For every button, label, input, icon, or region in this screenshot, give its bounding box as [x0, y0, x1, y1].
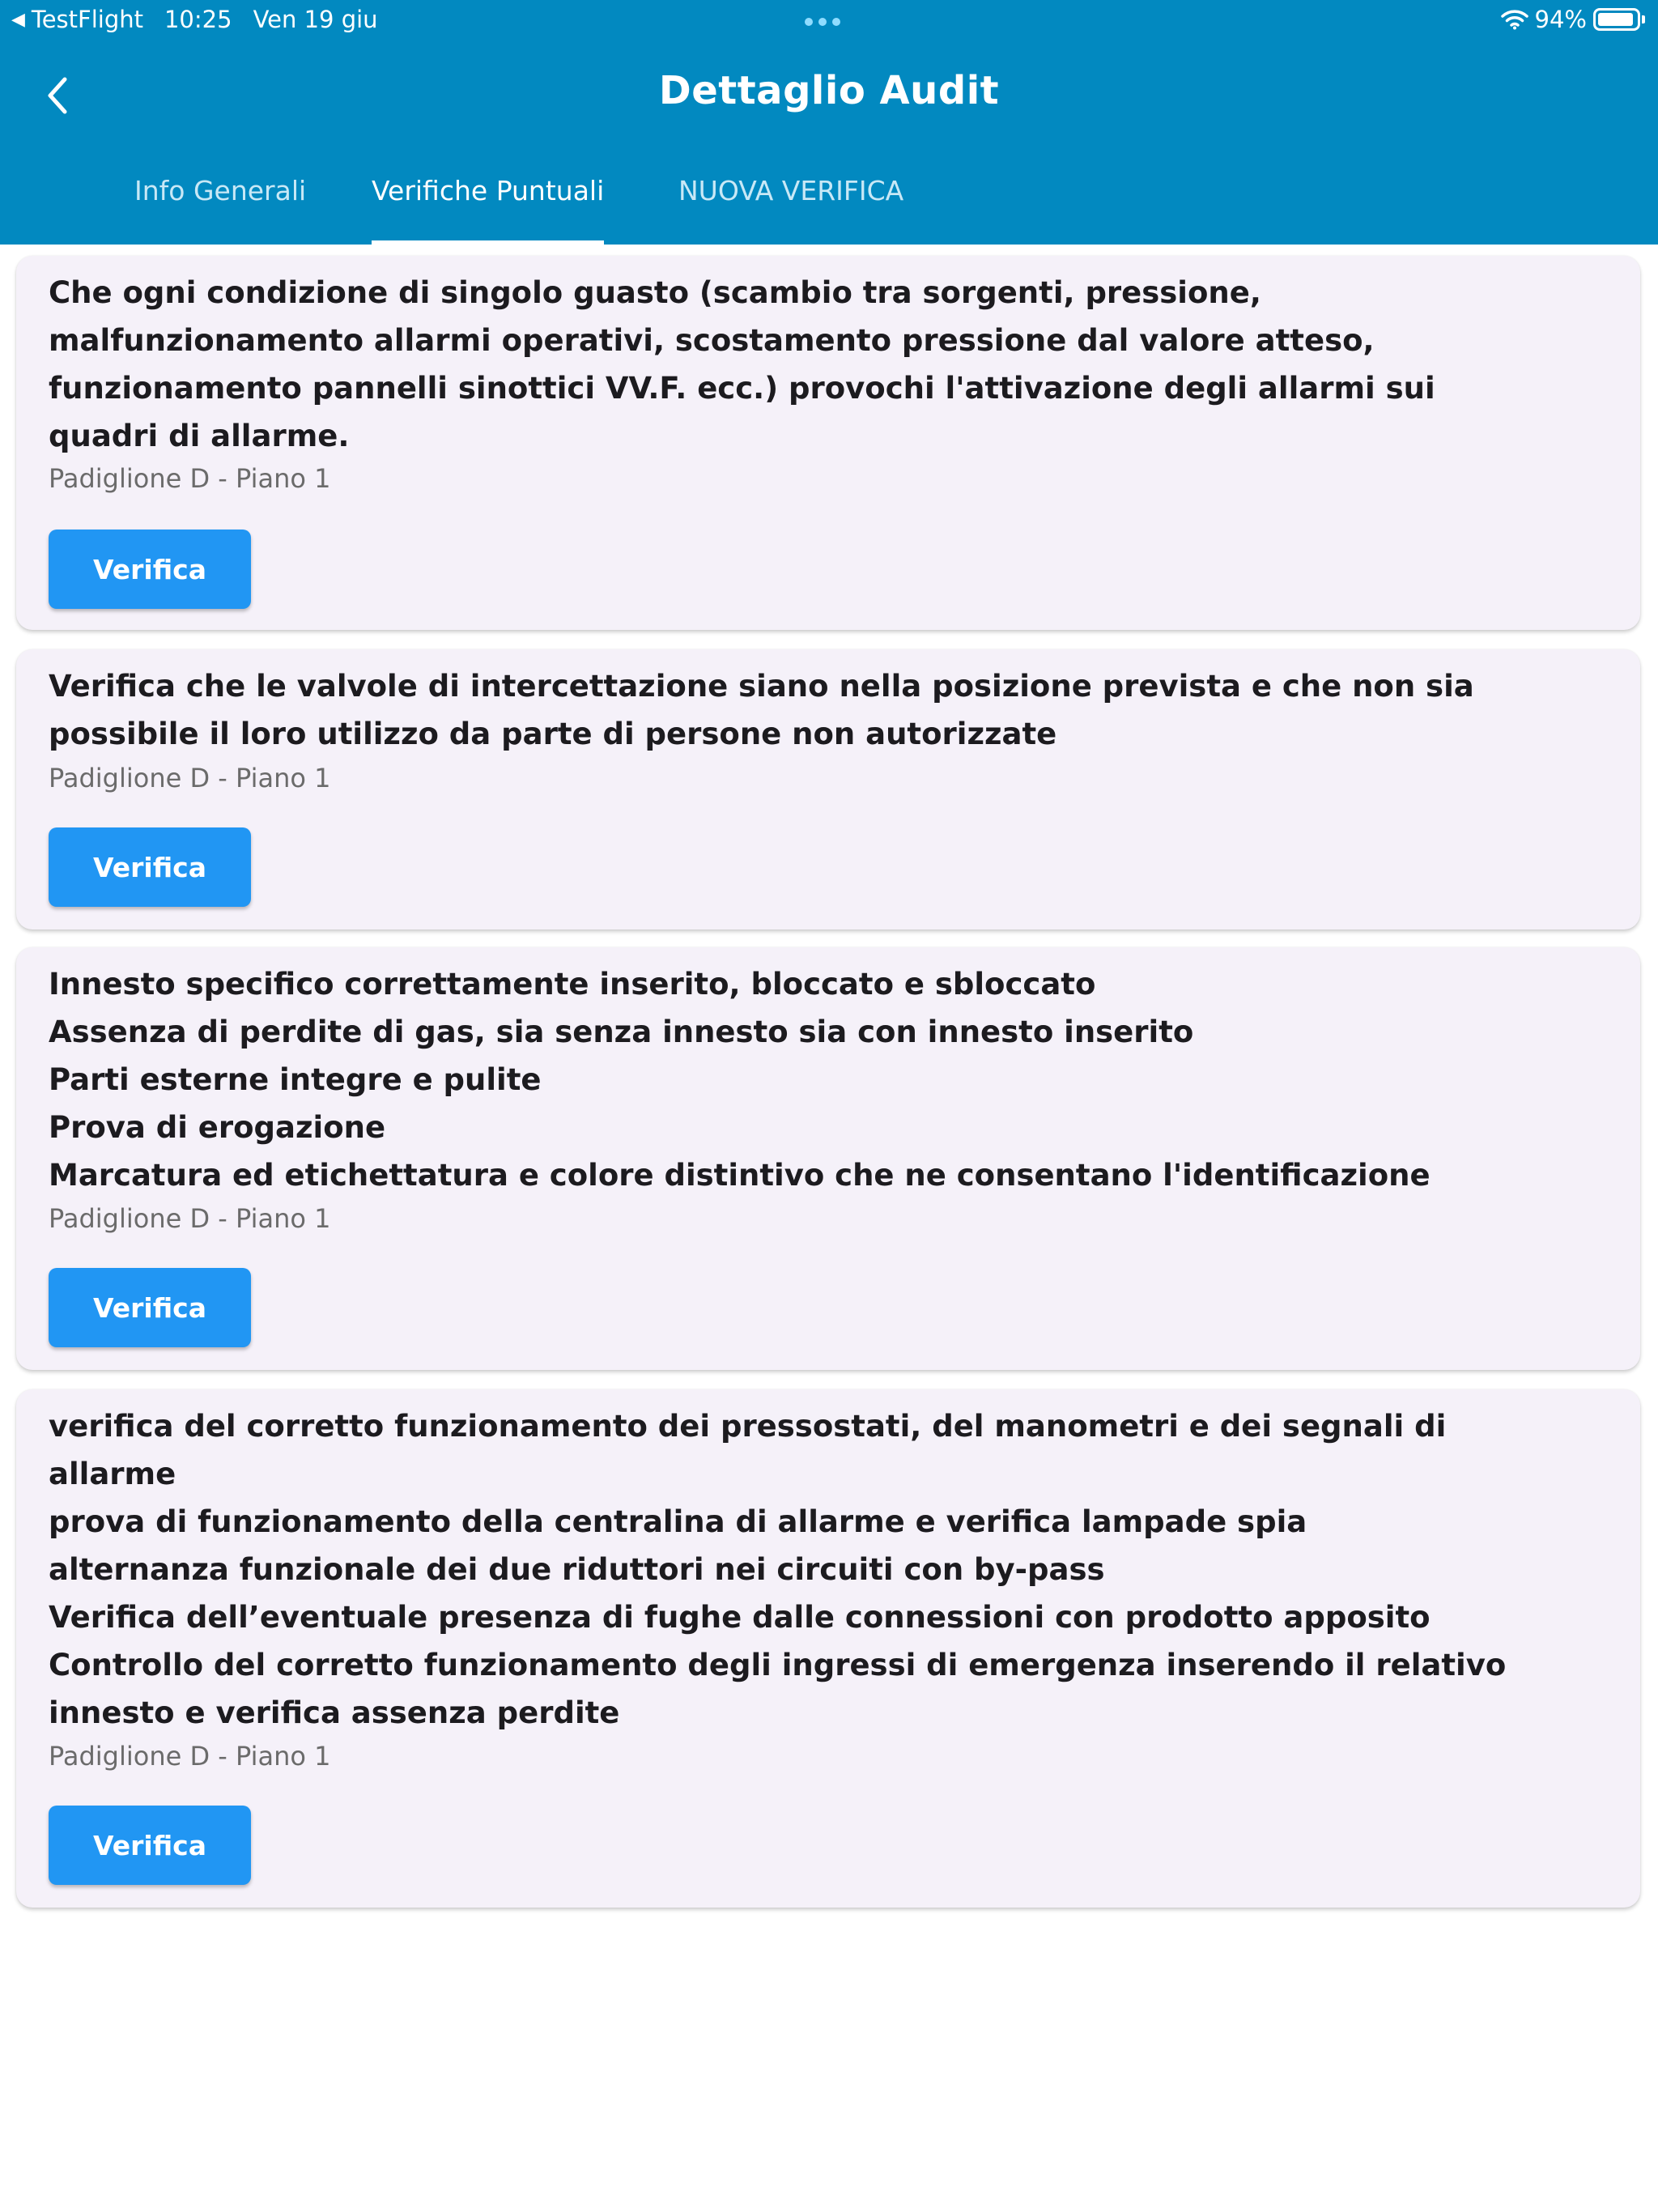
status-bar: [0, 0, 1658, 40]
verification-description: verifica del corretto funzionamento dei pressostati, del manometri e dei segnali di allarme prova di funzionamento della centralina di allarme e verifica lampade spia alternanza funzionale dei due riduttori nei circuiti con by-pass Verifica dell’eventuale presenza di fughe dalle connessioni con prodotto apposito Controllo del corretto funzionamento degli ingressi di emergenza inserendo il relativo innesto e verifica assenza perdite: [49, 1409, 1507, 1730]
verification-location: Padiglione D - Piano 1: [49, 1741, 331, 1772]
verification-card: [16, 1389, 1640, 1908]
page-title: Dettaglio Audit: [658, 68, 1000, 113]
verification-location: Padiglione D - Piano 1: [49, 463, 331, 494]
verification-description: Che ogni condizione di singolo guasto (scambio tra sorgenti, pressione, malfunzionamento allarmi operativi, scostamento pressione dal valore atteso, funzionamento pannelli sinottici VV.F. ecc.) provochi l'attivazione degli allarmi sui quadri di allarme.: [49, 275, 1435, 453]
back-to-app-label[interactable]: TestFlight: [31, 6, 143, 33]
status-left: [11, 6, 378, 33]
tab-nuova-verifica[interactable]: [678, 175, 903, 245]
verify-button[interactable]: Verifica: [49, 1268, 251, 1347]
tab-label: NUOVA VERIFICA: [678, 175, 904, 206]
verify-button[interactable]: Verifica: [49, 530, 251, 609]
verification-description: Innesto specifico correttamente inserito, bloccato e sbloccato Assenza di perdite di gas, sia senza innesto sia con innesto inserito Parti esterne integre e pulite Prova di erogazione Marcatura ed etichettatura e colore distintivo che ne consentano l'identificazione: [49, 967, 1431, 1193]
tab-indicator: [372, 240, 604, 245]
battery-icon: [1593, 8, 1645, 31]
back-to-app-icon[interactable]: ◀: [11, 9, 25, 30]
verification-description: Verifica che le valvole di intercettazione siano nella posizione prevista e che non sia possibile il loro utilizzo da parte di persone non autorizzate: [49, 669, 1474, 751]
verify-button[interactable]: Verifica: [49, 1806, 251, 1885]
verify-button[interactable]: Verifica: [49, 827, 251, 907]
multitasking-dots-icon[interactable]: [805, 18, 840, 26]
status-right: [1501, 6, 1645, 33]
status-date: Ven 19 giu: [253, 6, 378, 33]
status-time: 10:25: [164, 6, 232, 33]
app-header: [0, 0, 1658, 245]
verification-card: [16, 256, 1640, 630]
verification-location: Padiglione D - Piano 1: [49, 1203, 331, 1234]
verification-card: [16, 947, 1640, 1370]
battery-percent: 94%: [1534, 6, 1587, 33]
tab-verifiche-puntuali[interactable]: [372, 175, 604, 245]
verification-location: Padiglione D - Piano 1: [49, 763, 331, 793]
tab-label: Info Generali: [134, 175, 307, 206]
tab-bar: [0, 175, 1658, 245]
tab-label: Verifiche Puntuali: [372, 175, 605, 206]
tab-info-generali[interactable]: [134, 175, 306, 245]
verification-card: [16, 649, 1640, 929]
wifi-icon: [1501, 9, 1528, 30]
